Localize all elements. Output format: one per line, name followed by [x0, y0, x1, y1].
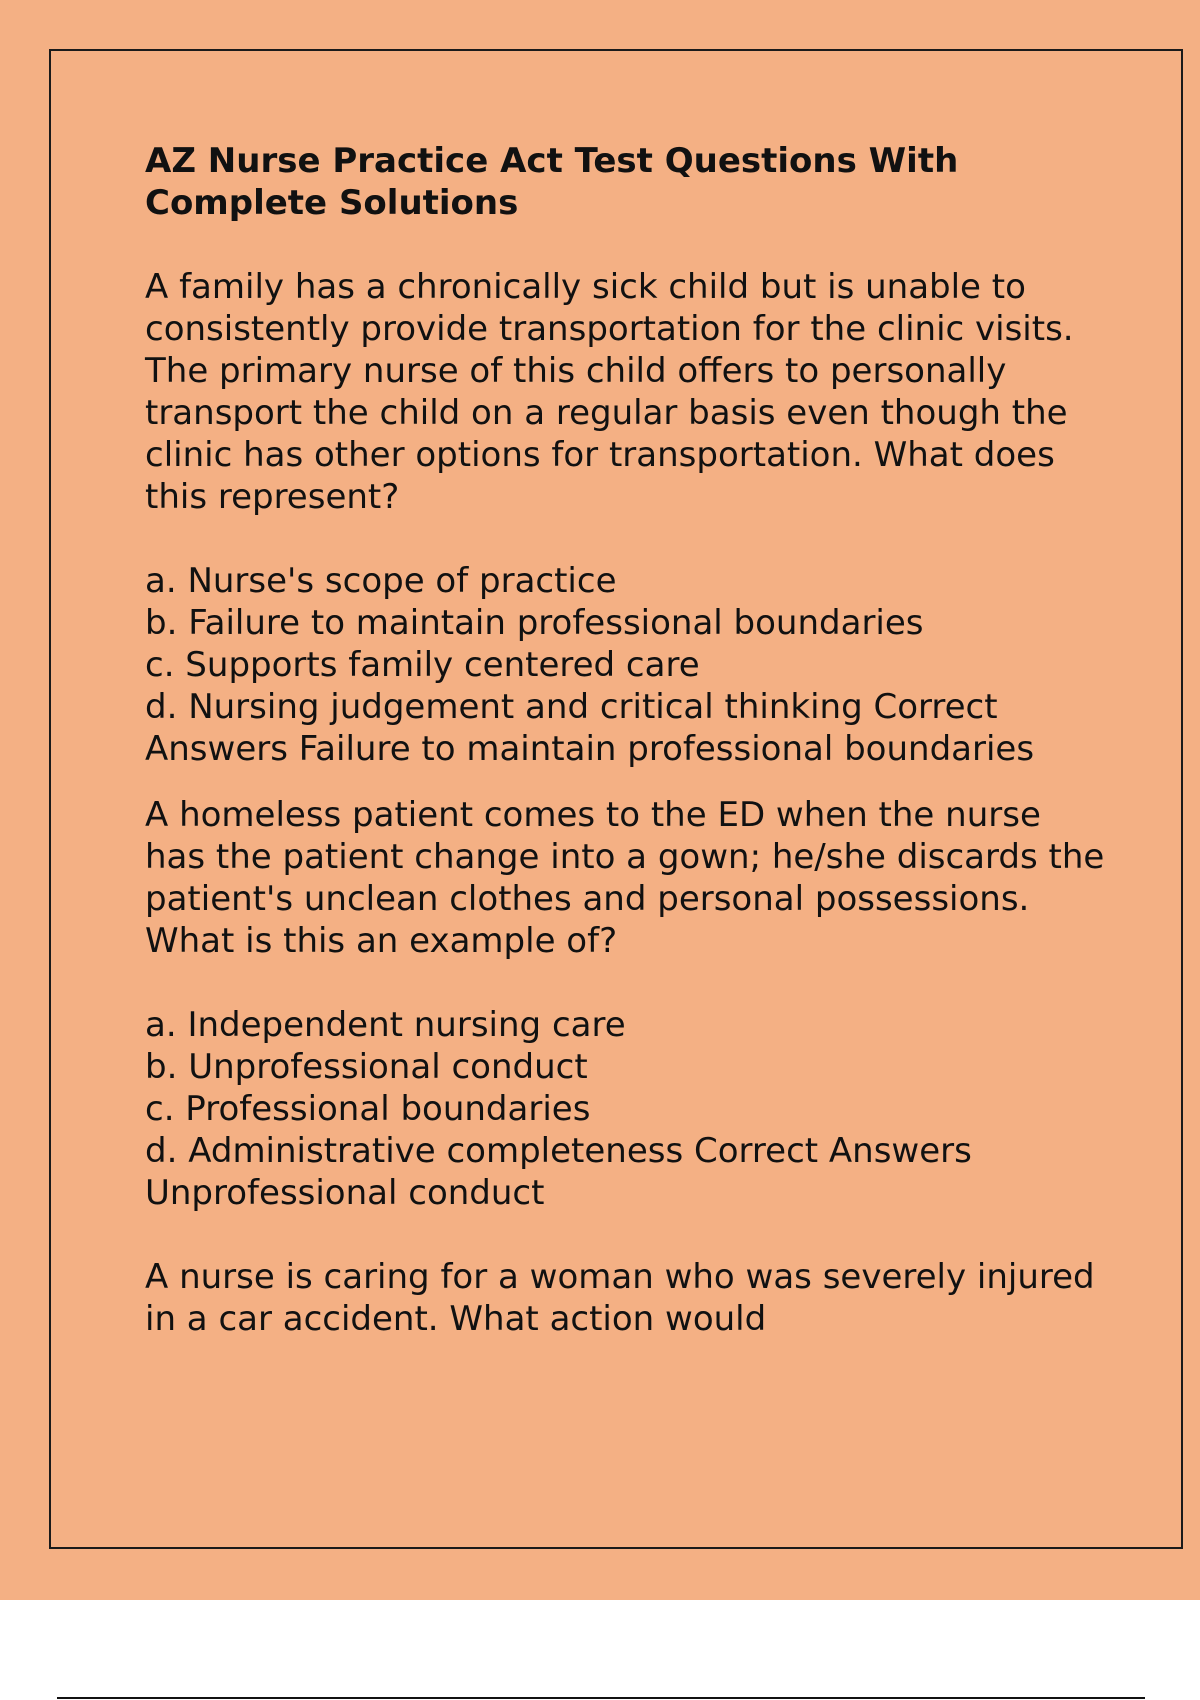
- spacer: [145, 1214, 1105, 1256]
- question-2-options: a. Independent nursing care b. Unprofessional conduct c. Professional boundaries d. Administrative completeness Correct Answers Unprofessional conduct: [145, 1005, 972, 1213]
- spacer: [145, 770, 1105, 794]
- question-2-stem: A homeless patient comes to the ED when the nurse has the patient change into a gown; he/she discards the patient's unclean clothes and personal possessions. What is this an example of?: [145, 795, 1105, 961]
- bottom-divider: [57, 1697, 1145, 1699]
- document-title: AZ Nurse Practice Act Test Questions With Complete Solutions: [145, 141, 959, 223]
- question-3-stem: A nurse is caring for a woman who was severely injured in a car accident. What action would: [145, 1257, 1095, 1339]
- spacer: [145, 962, 1105, 1004]
- question-1-stem: A family has a chronically sick child but is unable to consistently provide transportation for the clinic visits. The primary nurse of this child offers to personally transport the child on a regular basis even though the clinic has other options for transportation. What does this represent?: [145, 267, 1074, 517]
- spacer: [145, 518, 1105, 560]
- document-content: [145, 140, 1105, 1340]
- question-1-options: a. Nurse's scope of practice b. Failure to maintain professional boundaries c. Supports family centered care d. Nursing judgement and critical thinking Correct Answers Failure to maintain professional boundaries: [145, 561, 1035, 769]
